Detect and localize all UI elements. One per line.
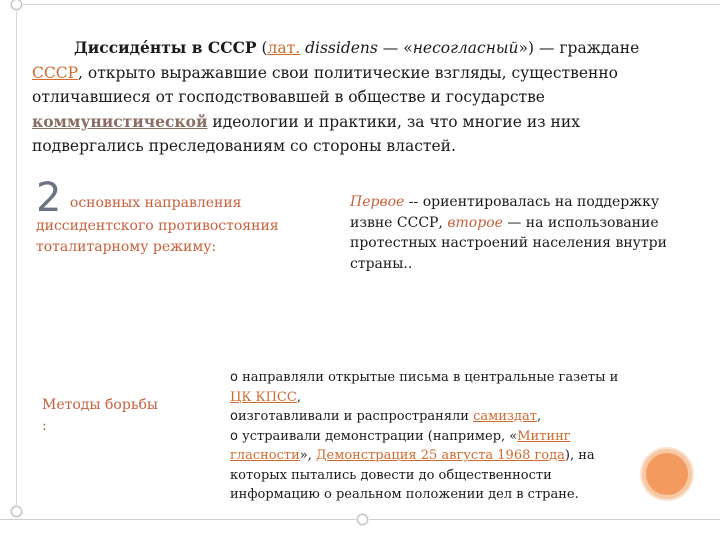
text-fragment: ») — граждане (518, 39, 640, 57)
slide-frame-left (16, 4, 17, 512)
directions-line2: диссидентского противостояния тоталитарному режиму: (36, 218, 279, 255)
link-samizdat[interactable]: самиздат (473, 409, 537, 424)
link-glasnost-rally[interactable]: Митинг гласности (230, 428, 571, 463)
method-2-text: изготавливали и распространяли (237, 409, 474, 424)
meaning-word: несогласный (412, 39, 519, 57)
text-fragment: , открыто выражавшие свои политические взгляды, существенно отличавшиеся от господствовавшей в обществе и государстве (32, 63, 619, 106)
bullet-marker: o (230, 370, 238, 385)
text-fragment: ( (256, 39, 268, 57)
text-first: -- ориентировалась на поддержку извне СССР, (350, 194, 660, 231)
frame-dot-bottom-left (11, 506, 22, 517)
link-communist[interactable]: коммунистической (32, 111, 208, 131)
label-second: второе (447, 214, 503, 231)
frame-dot-top (11, 0, 22, 10)
methods-list (230, 368, 620, 505)
bullet-marker: o (230, 428, 238, 444)
intro-paragraph (32, 36, 682, 159)
term-title: Диссиде́нты в СССР (74, 38, 257, 57)
slide-frame-top (16, 4, 720, 5)
text-fragment: ), на которых пытались довести до общественности информацию о реальном положении дел в стране. (230, 448, 595, 502)
text-second: — на использование протестных настроений населения внутри страны.. (350, 214, 667, 272)
bullet-marker: o (230, 409, 238, 424)
link-ck-kpss[interactable]: ЦК КПСС (230, 389, 297, 405)
frame-dot-bottom-middle (357, 514, 368, 525)
text-fragment: , (536, 409, 542, 424)
directions-block (36, 175, 306, 258)
directions-number: 2 (36, 175, 62, 221)
method-3-text: устраивали демонстрации (например, « (237, 428, 518, 444)
text-fragment: , (296, 389, 301, 405)
directions-line1: основных направления (65, 195, 242, 211)
directions-detail (350, 192, 680, 274)
decorative-circle (642, 449, 692, 499)
latin-word: dissidens (300, 39, 378, 57)
link-lat[interactable]: лат. (267, 39, 301, 57)
link-ussr[interactable]: СССР (32, 63, 79, 82)
text-fragment: идеологии и практики, за что многие из них подвергались преследованиям со стороны властей. (32, 112, 580, 155)
label-first: Первое (350, 194, 405, 210)
methods-label: Методы борьбы : (42, 397, 159, 434)
method-1-text: направляли открытые письма в центральные газеты и (237, 370, 619, 385)
text-fragment: — « (377, 39, 413, 57)
text-fragment: », (299, 448, 316, 463)
link-demonstration-1968[interactable]: Демонстрация 25 августа 1968 года (315, 448, 565, 463)
